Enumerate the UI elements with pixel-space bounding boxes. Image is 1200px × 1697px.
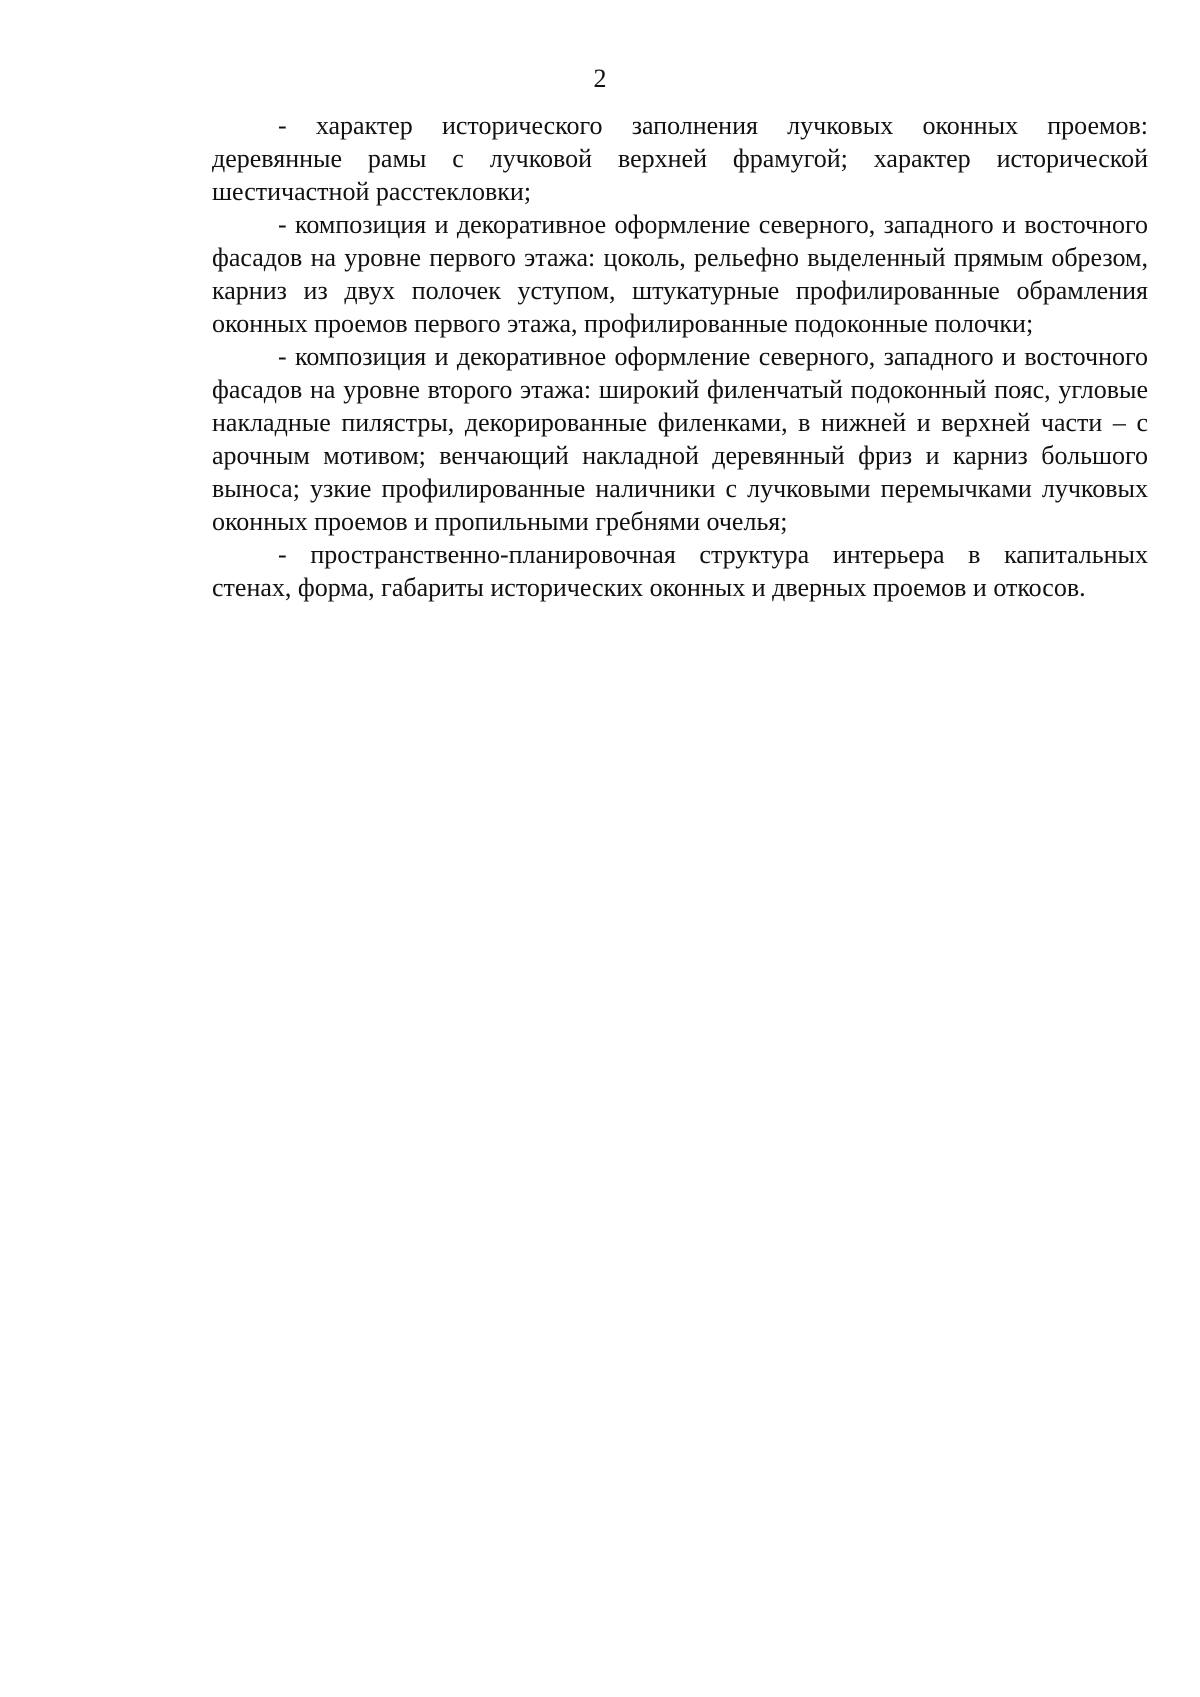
paragraph-second-floor-facades: - композиция и декоративное оформление северного, западного и восточного фасадов на уровне второго этажа: широкий филенчатый подоконный пояс, угловые накладные пилястры, декорированные филенками, в нижней и верхней части – с арочным мотивом; венчающий накладной деревянный фриз и карниз большого выноса; узкие профилированные наличники с лучковыми перемычками лучковых оконных проемов и пропильными гребнями очелья; bbox=[212, 342, 1148, 536]
paragraph-interior-structure: - пространственно-планировочная структура интерьера в капитальных стенах, форма, габариты исторических оконных и дверных проемов и откосов. bbox=[212, 540, 1148, 602]
paragraph-window-filling: - характер исторического заполнения лучковых оконных проемов: деревянные рамы с лучковой верхней фрамугой; характер исторической шестичастной расстекловки; bbox=[212, 111, 1148, 206]
paragraph-first-floor-facades: - композиция и декоративное оформление северного, западного и восточного фасадов на уровне первого этажа: цоколь, рельефно выделенный прямым обрезом, карниз из двух полочек уступом, штукатурные профилированные обрамления оконных проемов первого этажа, профилированные подоконные полочки; bbox=[212, 210, 1148, 338]
document-body bbox=[212, 109, 1148, 604]
page-number: 2 bbox=[593, 64, 607, 93]
